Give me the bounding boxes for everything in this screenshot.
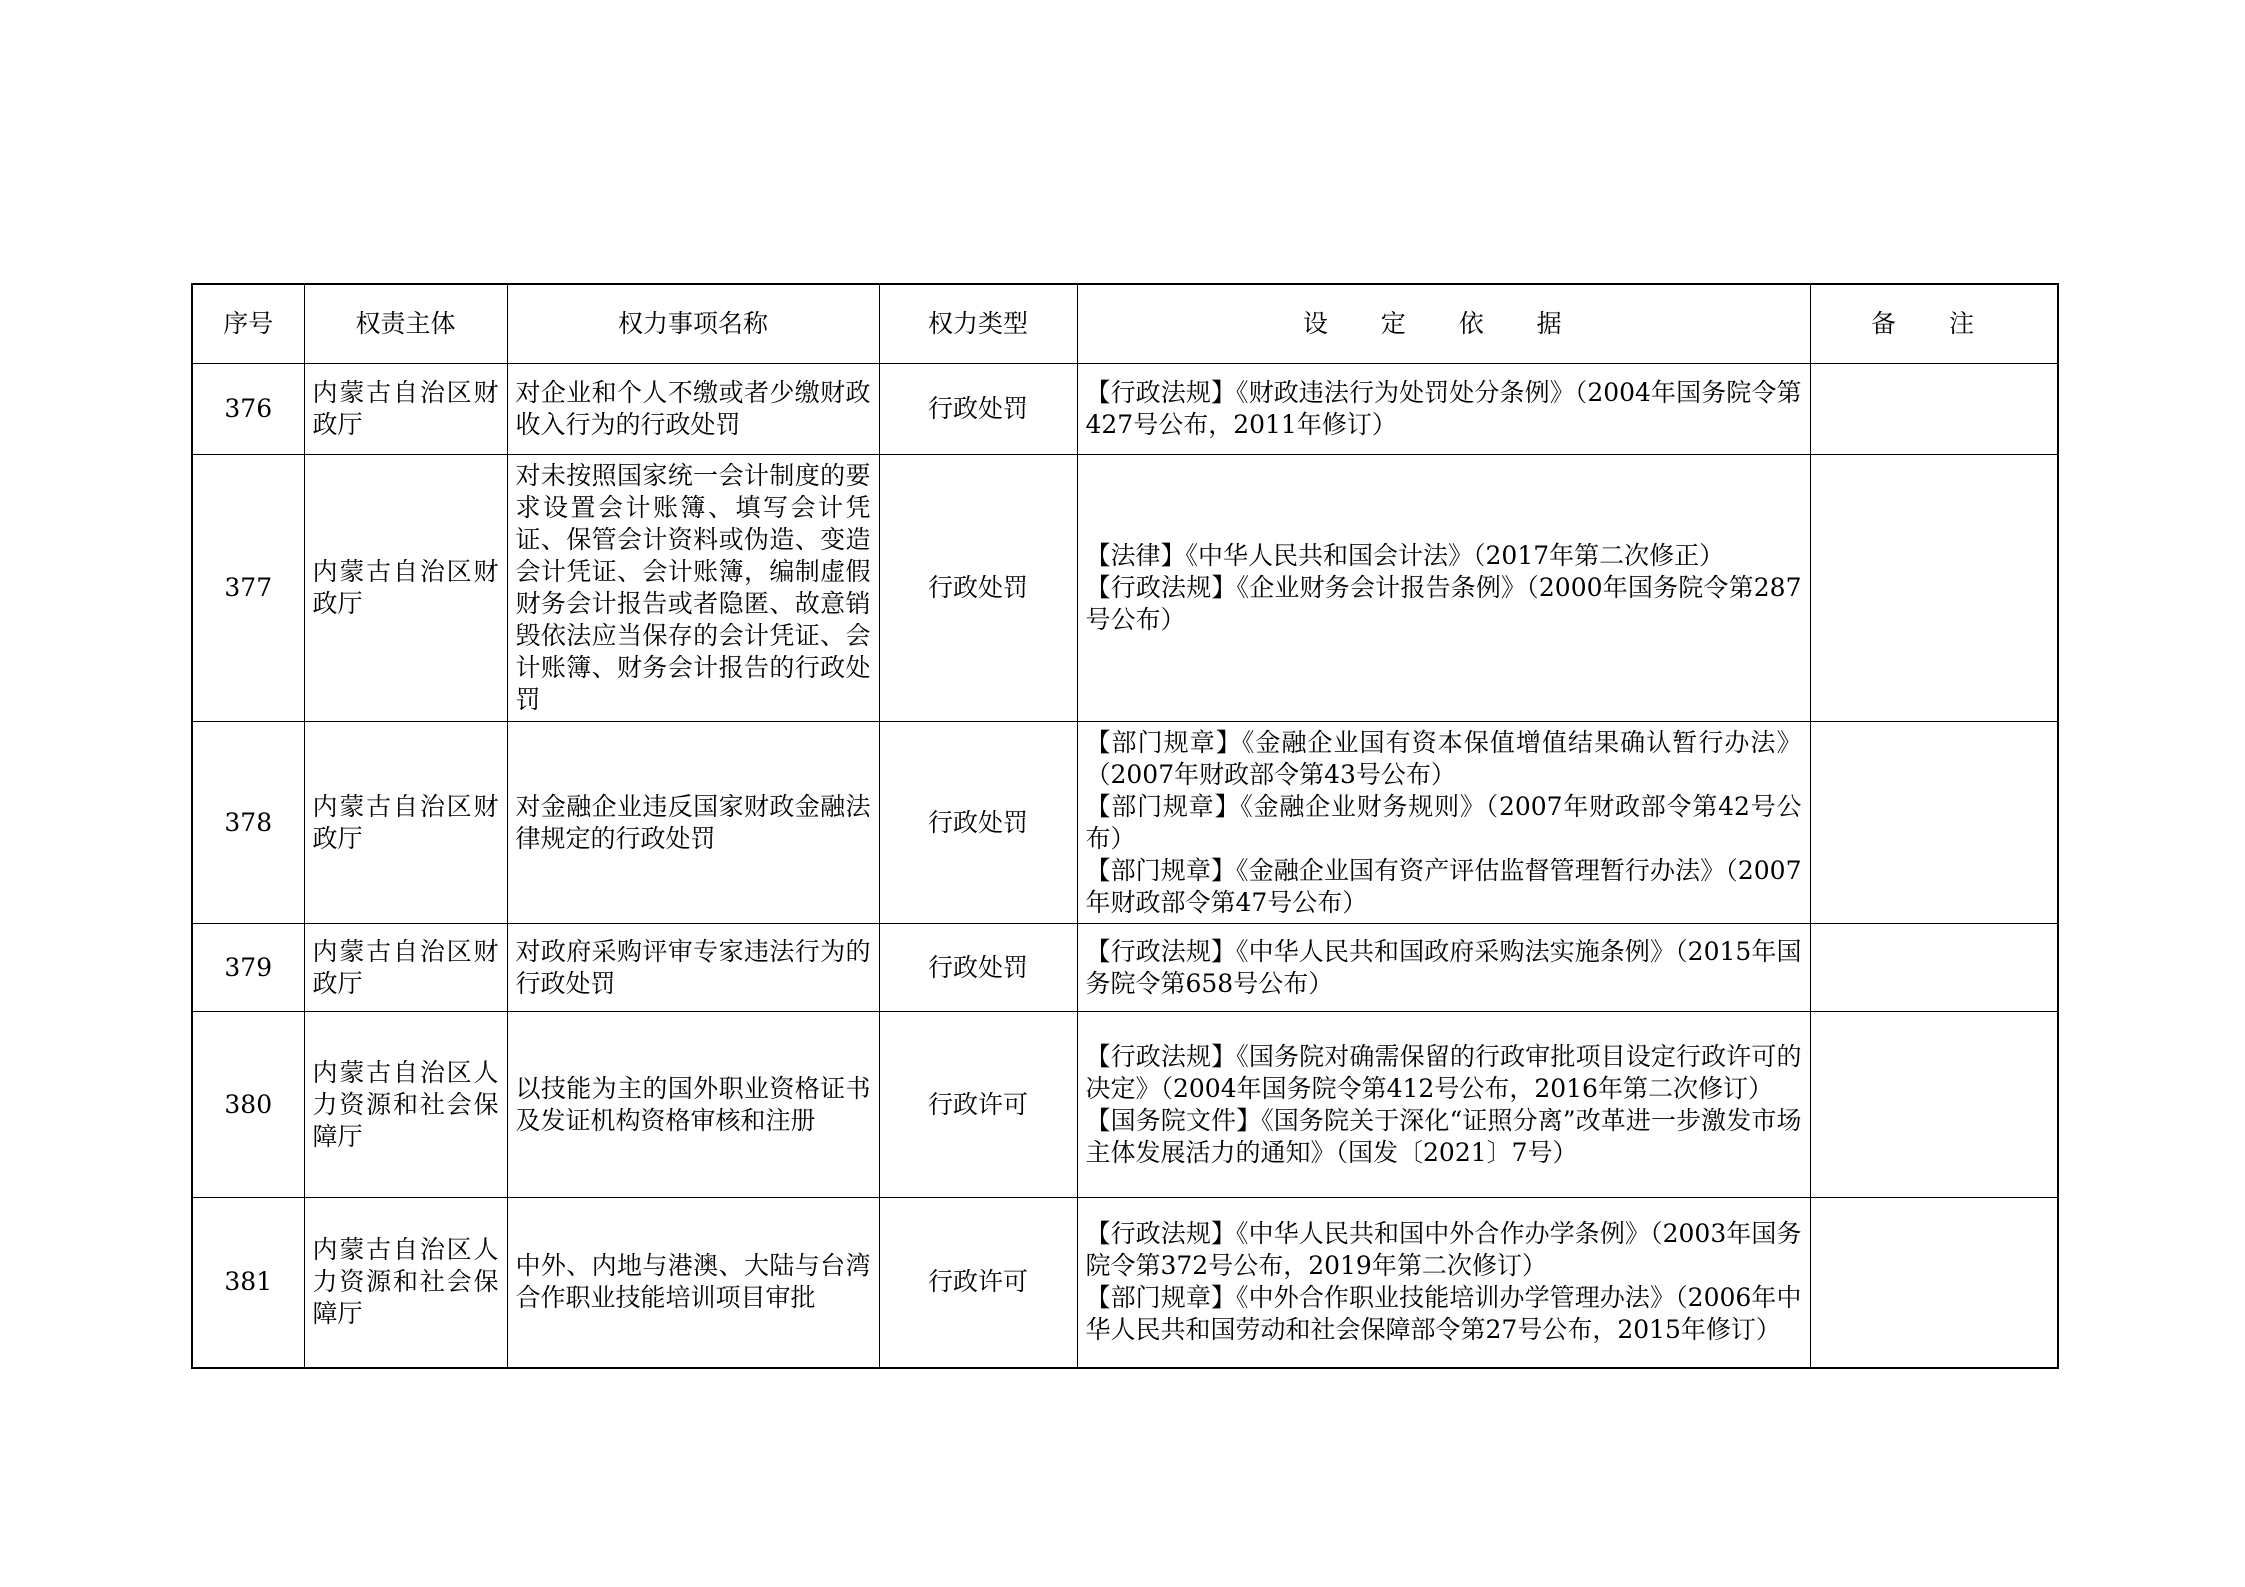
basis-item: 【部门规章】《中外合作职业技能培训办学管理办法》（2006年中华人民共和国劳动和社会保障部令第27号公布，2015年修订） — [1085, 1283, 1802, 1345]
power-list-table — [191, 283, 2059, 1369]
row-type: 行政许可 — [879, 1198, 1077, 1368]
basis-item: 【部门规章】《金融企业国有资本保值增值结果确认暂行办法》（2007年财政部令第43号公布） — [1085, 727, 1802, 789]
basis-item: 【行政法规】《中华人民共和国政府采购法实施条例》（2015年国务院令第658号公布） — [1085, 936, 1802, 998]
row-org: 内蒙古自治区财政厅 — [304, 455, 507, 722]
row-num: 381 — [192, 1198, 304, 1368]
table-row — [192, 455, 2058, 722]
row-basis — [1077, 364, 1810, 455]
row-basis — [1077, 455, 1810, 722]
row-remark — [1810, 1198, 2058, 1368]
row-basis — [1077, 1012, 1810, 1198]
row-org: 内蒙古自治区财政厅 — [304, 722, 507, 924]
table-row — [192, 722, 2058, 924]
basis-item: 【行政法规】《财政违法行为处罚处分条例》（2004年国务院令第427号公布，2011年修订） — [1085, 378, 1802, 439]
row-org: 内蒙古自治区人力资源和社会保障厅 — [304, 1012, 507, 1198]
table-row — [192, 1198, 2058, 1368]
table-row — [192, 1012, 2058, 1198]
row-org: 内蒙古自治区财政厅 — [304, 364, 507, 455]
header-name: 权力事项名称 — [507, 284, 879, 364]
row-num: 376 — [192, 364, 304, 455]
row-type: 行政处罚 — [879, 722, 1077, 924]
row-num: 380 — [192, 1012, 304, 1198]
basis-item: 【法律】《中华人民共和国会计法》（2017年第二次修正） — [1085, 541, 1725, 570]
table-row — [192, 924, 2058, 1012]
row-num: 378 — [192, 722, 304, 924]
row-name: 对政府采购评审专家违法行为的行政处罚 — [507, 924, 879, 1012]
row-remark — [1810, 722, 2058, 924]
row-basis — [1077, 924, 1810, 1012]
row-num: 379 — [192, 924, 304, 1012]
row-type: 行政处罚 — [879, 364, 1077, 455]
row-type: 行政许可 — [879, 1012, 1077, 1198]
header-row — [192, 284, 2058, 364]
header-org: 权责主体 — [304, 284, 507, 364]
row-org: 内蒙古自治区财政厅 — [304, 924, 507, 1012]
header-remark: 备 注 — [1810, 284, 2058, 364]
header-num: 序号 — [192, 284, 304, 364]
row-type: 行政处罚 — [879, 455, 1077, 722]
row-remark — [1810, 1012, 2058, 1198]
row-type: 行政处罚 — [879, 924, 1077, 1012]
basis-item: 【部门规章】《金融企业财务规则》（2007年财政部令第42号公布） — [1085, 791, 1802, 853]
basis-item: 【行政法规】《企业财务会计报告条例》（2000年国务院令第287号公布） — [1085, 573, 1802, 634]
basis-item: 【行政法规】《中华人民共和国中外合作办学条例》（2003年国务院令第372号公布，2019年第二次修订） — [1085, 1219, 1802, 1281]
row-remark — [1810, 455, 2058, 722]
row-basis — [1077, 1198, 1810, 1368]
row-org: 内蒙古自治区人力资源和社会保障厅 — [304, 1198, 507, 1368]
row-name: 对企业和个人不缴或者少缴财政收入行为的行政处罚 — [507, 364, 879, 455]
row-num: 377 — [192, 455, 304, 722]
row-name: 中外、内地与港澳、大陆与台湾合作职业技能培训项目审批 — [507, 1198, 879, 1368]
table-row — [192, 364, 2058, 455]
row-name: 以技能为主的国外职业资格证书及发证机构资格审核和注册 — [507, 1012, 879, 1198]
basis-item: 【行政法规】《国务院对确需保留的行政审批项目设定行政许可的决定》（2004年国务院令第412号公布，2016年第二次修订） — [1085, 1041, 1802, 1103]
basis-item: 【部门规章】《金融企业国有资产评估监督管理暂行办法》（2007年财政部令第47号公布） — [1085, 855, 1802, 917]
row-remark — [1810, 924, 2058, 1012]
header-basis: 设 定 依 据 — [1077, 284, 1810, 364]
row-name: 对金融企业违反国家财政金融法律规定的行政处罚 — [507, 722, 879, 924]
basis-item: 【国务院文件】《国务院关于深化“证照分离”改革进一步激发市场主体发展活力的通知》（国发〔2021〕7号） — [1085, 1105, 1802, 1167]
row-remark — [1810, 364, 2058, 455]
header-type: 权力类型 — [879, 284, 1077, 364]
row-basis — [1077, 722, 1810, 924]
row-name: 对未按照国家统一会计制度的要求设置会计账簿、填写会计凭证、保管会计资料或伪造、变造会计凭证、会计账簿，编制虚假财务会计报告或者隐匿、故意销毁依法应当保存的会计凭证、会计账簿、财务会计报告的行政处罚 — [507, 455, 879, 722]
